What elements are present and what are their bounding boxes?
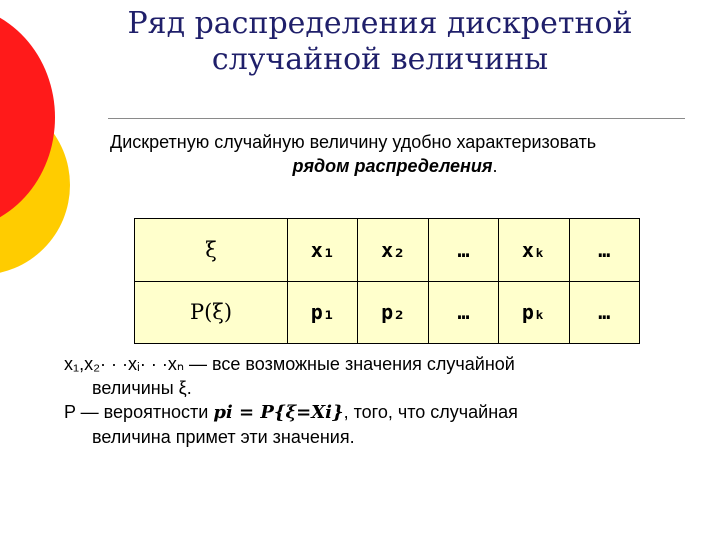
- intro-line-2: [110, 154, 680, 178]
- explanation-text: [64, 352, 684, 449]
- table-cell: …: [428, 281, 498, 344]
- explanation-line-4: величина примет эти значения.: [92, 427, 355, 447]
- slide-title: [100, 6, 660, 78]
- table-cell: xₖ: [499, 219, 569, 282]
- intro-period: .: [492, 156, 498, 176]
- table-row-values: [135, 219, 640, 282]
- intro-line-1: Дискретную случайную величину удобно характеризовать: [110, 132, 597, 152]
- title-line-1: Ряд распределения дискретной: [127, 6, 633, 41]
- title-line-2: случайной величины: [211, 42, 549, 77]
- probability-tail: , того, что случайная: [343, 402, 518, 422]
- table-cell: p₂: [358, 281, 428, 344]
- row-header-p: P(ξ): [135, 281, 288, 344]
- explanation-line-3: [64, 400, 684, 425]
- table-cell: …: [569, 219, 639, 282]
- probability-label: P — вероятности: [64, 402, 214, 422]
- table-cell: pₖ: [499, 281, 569, 344]
- intro-emphasis: рядом распределения: [292, 156, 493, 176]
- explanation-line-1: x₁,x₂· · ·xᵢ· · ·xₙ — все возможные значения случайной: [64, 354, 515, 374]
- intro-paragraph: [110, 130, 680, 178]
- table-cell: …: [428, 219, 498, 282]
- table-cell: x₁: [288, 219, 358, 282]
- title-divider: [108, 118, 685, 119]
- distribution-table: [134, 218, 640, 344]
- row-header-xi: ξ: [135, 219, 288, 282]
- table-cell: p₁: [288, 281, 358, 344]
- table-cell: …: [569, 281, 639, 344]
- probability-formula: pi = P{ξ=Xi}: [213, 402, 344, 423]
- explanation-line-2: величины ξ.: [92, 378, 192, 398]
- table-row-probabilities: [135, 281, 640, 344]
- table-cell: x₂: [358, 219, 428, 282]
